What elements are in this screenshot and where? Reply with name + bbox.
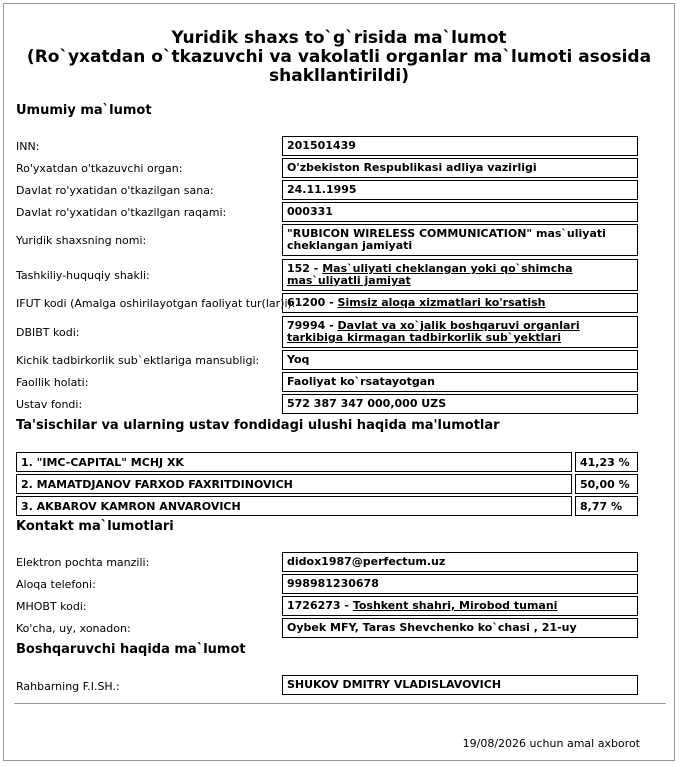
founder-row: 2. MAMATDJANOV FARXOD FAXRITDINOVICH — [16, 474, 572, 494]
phone-value: 998981230678 — [282, 574, 638, 594]
reg-organ-value: O'zbekiston Respublikasi adliya vazirligi — [282, 158, 638, 178]
reg-date-label: Davlat ro'yxatidan o'tkazilgan sana: — [16, 184, 214, 197]
founder-share: 41,23 % — [575, 452, 638, 472]
mhobt-link: Toshkent shahri, Mirobod tumani — [352, 599, 558, 612]
footer-note: 19/08/2026 uchun amal axborot — [462, 737, 640, 750]
charter-fund-label: Ustav fondi: — [16, 398, 83, 411]
management-heading: Boshqaruvchi haqida ma`lumot — [16, 642, 246, 657]
ifut-value: 61200 - Simsiz aloqa xizmatlari ko'rsatish — [282, 293, 638, 313]
company-name-value: "RUBICON WIRELESS COMMUNICATION" mas`uliyati cheklangan jamiyati — [282, 224, 638, 256]
status-value: Faoliyat ko`rsatayotgan — [282, 372, 638, 392]
dbibt-value: 79994 - Davlat va xo`jalik boshqaruvi organlari tarkibiga kirmagan tadbirkorlik sub`yektlari — [282, 316, 638, 348]
founders-heading: Ta'sischilar va ularning ustav fondidagi ulushi haqida ma'lumotlar — [16, 418, 500, 433]
ifut-link: Simsiz aloqa xizmatlari ko'rsatish — [337, 296, 546, 309]
reg-date-value: 24.11.1995 — [282, 180, 638, 200]
reg-number-value: 000331 — [282, 202, 638, 222]
general-heading: Umumiy ma`lumot — [16, 103, 152, 118]
founder-row: 1. "IMC-CAPITAL" MCHJ XK — [16, 452, 572, 472]
page-title: Yuridik shaxs to`g`risida ma`lumot — [171, 28, 507, 48]
email-label: Elektron pochta manzili: — [16, 556, 150, 569]
legal-form-label: Tashkiliy-huquqiy shakli: — [16, 269, 150, 282]
status-label: Faollik holati: — [16, 376, 89, 389]
legal-form-link: Mas`uliyati cheklangan yoki qo`shimcha mas`uliyatli jamiyat — [287, 262, 573, 287]
small-business-label: Kichik tadbirkorlik sub`ektlariga mansubligi: — [16, 354, 260, 367]
page-subtitle-cont: shakllantirildi) — [269, 66, 409, 86]
founder-row: 3. AKBAROV KAMRON ANVAROVICH — [16, 496, 572, 516]
phone-label: Aloqa telefoni: — [16, 578, 96, 591]
address-value: Oybek MFY, Taras Shevchenko ko`chasi , 21-uy — [282, 618, 638, 638]
inn-label: INN: — [16, 140, 40, 153]
inn-value: 201501439 — [282, 136, 638, 156]
founder-share: 8,77 % — [575, 496, 638, 516]
ifut-label: IFUT kodi (Amalga oshirilayotgan faoliyat tur(lar)i): — [16, 297, 296, 310]
mhobt-label: MHOBT kodi: — [16, 600, 87, 613]
founder-share: 50,00 % — [575, 474, 638, 494]
director-label: Rahbarning F.I.SH.: — [16, 680, 120, 693]
contact-heading: Kontakt ma`lumotlari — [16, 519, 174, 534]
legal-form-value: 152 - Mas`uliyati cheklangan yoki qo`shimcha mas`uliyatli jamiyat — [282, 259, 638, 291]
small-business-value: Yoq — [282, 350, 638, 370]
dbibt-label: DBIBT kodi: — [16, 326, 80, 339]
reg-organ-label: Ro'yxatdan o'tkazuvchi organ: — [16, 162, 183, 175]
director-value: SHUKOV DMITRY VLADISLAVOVICH — [282, 675, 638, 695]
dbibt-link: Davlat va xo`jalik boshqaruvi organlari tarkibiga kirmagan tadbirkorlik sub`yektlari — [287, 319, 580, 344]
email-value: didox1987@perfectum.uz — [282, 552, 638, 572]
address-label: Ko'cha, uy, xonadon: — [16, 622, 131, 635]
page-subtitle: (Ro`yxatdan o`tkazuvchi va vakolatli organlar ma`lumoti asosida — [26, 47, 652, 67]
company-name-label: Yuridik shaxsning nomi: — [16, 234, 147, 247]
footer-divider — [14, 703, 666, 704]
mhobt-value: 1726273 - Toshkent shahri, Mirobod tumani — [282, 596, 638, 616]
charter-fund-value: 572 387 347 000,000 UZS — [282, 394, 638, 414]
reg-number-label: Davlat ro'yxatidan o'tkazilgan raqami: — [16, 206, 227, 219]
